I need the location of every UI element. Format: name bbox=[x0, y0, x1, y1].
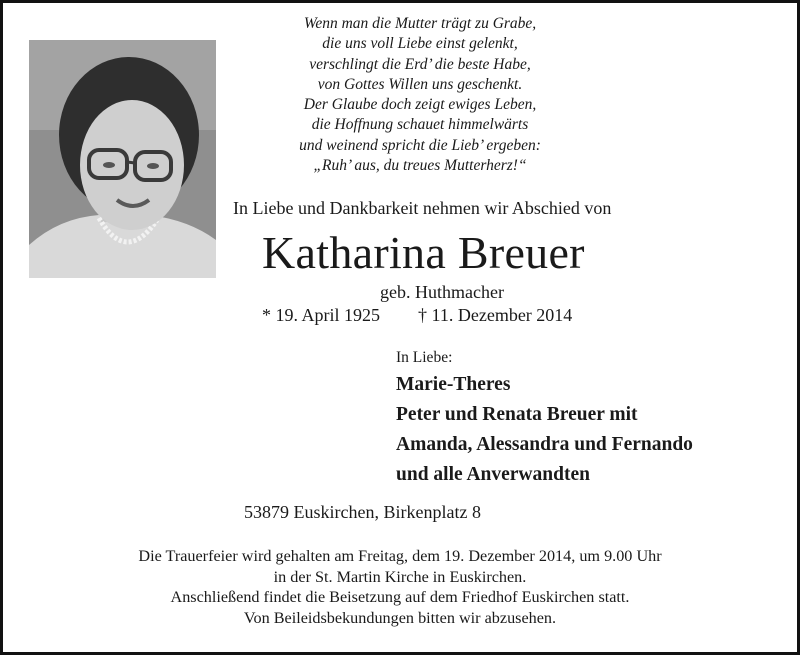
mourner-entry: Peter und Renata Breuer mit bbox=[396, 404, 638, 425]
mourners-label: In Liebe: bbox=[396, 349, 453, 366]
family-address: 53879 Euskirchen, Birkenplatz 8 bbox=[244, 502, 481, 522]
portrait-photo bbox=[29, 40, 216, 278]
service-line: Die Trauerfeier wird gehalten am Freitag, dem 19. Dezember 2014, um 9.00 Uhr bbox=[138, 547, 662, 565]
service-line: Von Beileidsbekundungen bitten wir abzusehen. bbox=[243, 608, 557, 627]
poem-line: die uns voll Liebe einst gelenkt, bbox=[322, 35, 518, 53]
mourners-list bbox=[396, 370, 693, 490]
mourner-entry: und alle Anverwandten bbox=[396, 464, 590, 485]
maiden-name: geb. Huthmacher bbox=[380, 282, 504, 302]
funeral-service-info bbox=[0, 546, 800, 628]
mourner-entry: Marie-Theres bbox=[396, 374, 511, 395]
service-line: Anschließend findet die Beisetzung auf dem Friedhof Euskirchen statt. bbox=[170, 588, 630, 607]
mourner-entry: Amanda, Alessandra und Fernando bbox=[396, 434, 693, 455]
farewell-intro: In Liebe und Dankbarkeit nehmen wir Abschied von bbox=[233, 198, 612, 218]
deceased-name: Katharina Breuer bbox=[262, 227, 585, 278]
death-date: † 11. Dezember 2014 bbox=[418, 305, 573, 325]
poem-line: Wenn man die Mutter trägt zu Grabe, bbox=[303, 15, 537, 32]
service-line: in der St. Martin Kirche in Euskirchen. bbox=[273, 567, 527, 586]
life-dates bbox=[262, 305, 572, 326]
poem-line: die Hoffnung schauet himmelwärts bbox=[311, 116, 529, 134]
poem-line: „Ruh’ aus, du treues Mutterherz!“ bbox=[313, 157, 527, 175]
poem-line: Der Glaube doch zeigt ewiges Leben, bbox=[303, 96, 537, 114]
poem-line: und weinend spricht die Lieb’ ergeben: bbox=[299, 136, 541, 154]
memorial-poem bbox=[255, 14, 585, 176]
poem-line: von Gottes Willen uns geschenkt. bbox=[317, 75, 523, 93]
poem-line: verschlingt die Erd’ die beste Habe, bbox=[309, 55, 531, 73]
birth-date: * 19. April 1925 bbox=[262, 305, 381, 325]
